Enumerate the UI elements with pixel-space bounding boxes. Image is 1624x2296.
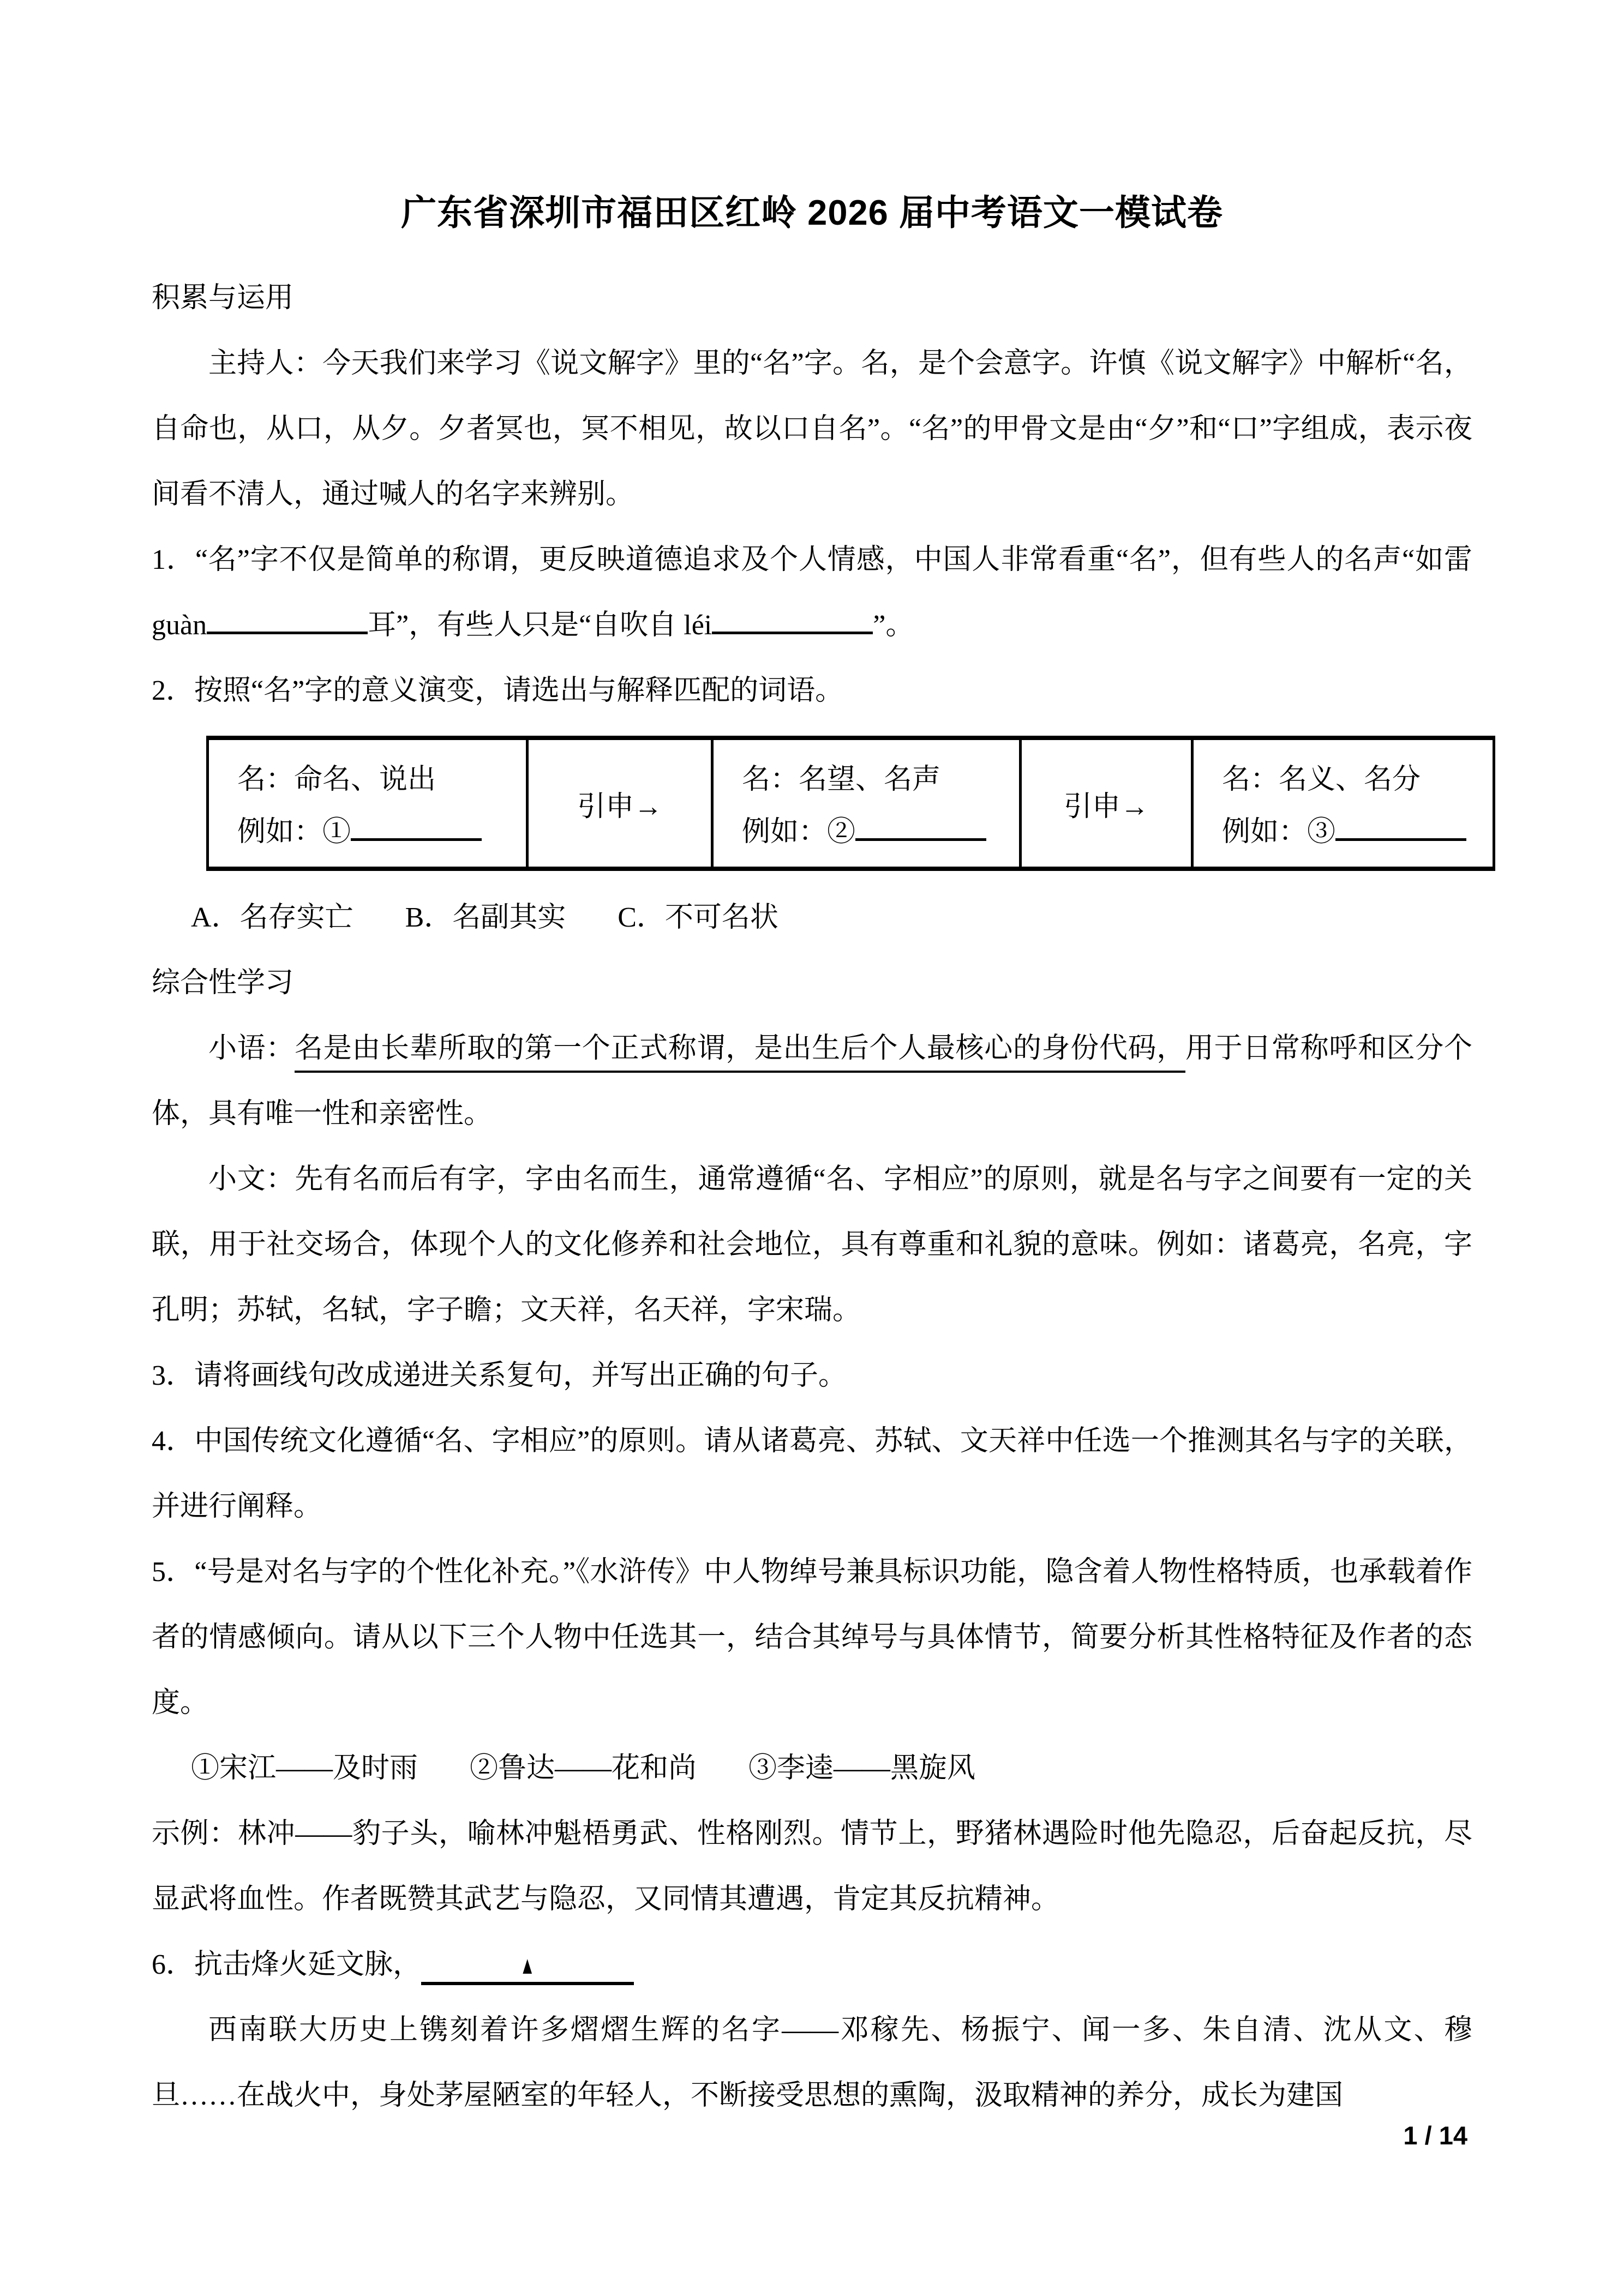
section-heading-accumulation: 积累与运用 <box>152 283 294 314</box>
fill-in-blank-1 <box>351 838 482 841</box>
question-1-text-c: ”。 <box>873 610 914 641</box>
xiaowen-paragraph: 小文：先有名而后有字，字由名而生，通常遵循“名、字相应”的原则，就是名与字之间要有一定的关联，用于社交场合，体现个人的文化修养和社会地位，具有尊重和礼貌的意味。例如：诸葛亮，名亮，字孔明；苏轼，名轼，字子瞻；文天祥，名天祥，字宋瑞。 <box>152 1164 1472 1326</box>
table-cell-meaning-1 <box>209 740 526 867</box>
option-a: A．名存实亡 <box>191 902 353 933</box>
extension-arrow-label: 引申→ <box>1063 791 1149 822</box>
page-number: 1 / 14 <box>1403 2121 1467 2150</box>
answer-blank-with-triangle <box>421 1949 634 1985</box>
meaning-2-definition: 名：名望、名声 <box>742 764 941 795</box>
question-3: 3．请将画线句改成递进关系复句，并写出正确的句子。 <box>152 1360 847 1391</box>
fill-in-blank-2 <box>855 838 986 841</box>
question-1 <box>152 527 1472 658</box>
meaning-evolution-table <box>206 736 1495 871</box>
xiaoyu-rest: 用于日常称呼和区分个体，具有唯一性和亲密性。 <box>152 1033 1472 1129</box>
character-choice-luda: ②鲁达——花和尚 <box>470 1753 697 1784</box>
extension-arrow-label: 引申→ <box>577 791 663 822</box>
underlined-sentence: 名是由长辈所取的第一个正式称谓，是出生后个人最核心的身份代码， <box>295 1033 1185 1073</box>
section-heading-comprehensive: 综合性学习 <box>152 967 294 999</box>
q2-option-row <box>152 885 1472 951</box>
table-cell-meaning-2 <box>711 740 1019 867</box>
table-cell-meaning-3 <box>1191 740 1493 867</box>
meaning-2-example: 例如：② <box>742 815 1008 849</box>
xiaoyu-speaker: 小语： <box>208 1033 295 1064</box>
host-intro-paragraph: 主持人：今天我们来学习《说文解字》里的“名”字。名，是个会意字。许慎《说文解字》中解析“名，自命也，从口，从夕。夕者冥也，冥不相见，故以口自名”。“名”的甲骨文是由“夕”和“口”字组成，表示夜间看不清人，通过喊人的名字来辨别。 <box>152 348 1472 510</box>
table-cell-arrow-2 <box>1019 740 1191 867</box>
fill-in-blank-lei <box>712 632 873 634</box>
character-choice-likui: ③李逵——黑旋风 <box>748 1753 976 1784</box>
closing-paragraph: 西南联大历史上镌刻着许多熠熠生辉的名字——邓稼先、杨振宁、闻一多、朱自清、沈从文、穆旦……在战火中，身处茅屋陋室的年轻人，不断接受思想的熏陶，汲取精神的养分，成长为建国 <box>152 2015 1472 2111</box>
character-choice-songjiang: ①宋江——及时雨 <box>191 1753 418 1784</box>
fill-in-blank-3 <box>1335 838 1466 841</box>
q5-example-paragraph: 示例：林冲——豹子头，喻林冲魁梧勇武、性格刚烈。情节上，野猪林遇险时他先隐忍，后奋起反抗，尽显武将血性。作者既赞其武艺与隐忍，又同情其遭遇，肯定其反抗精神。 <box>152 1818 1472 1915</box>
option-c: C．不可名状 <box>618 902 778 933</box>
meaning-3-definition: 名：名义、名分 <box>1222 764 1421 795</box>
triangle-placeholder-icon: ▲ <box>519 1951 536 1979</box>
question-1-text-a: 1．“名”字不仅是简单的称谓，更反映道德追求及个人情感，中国人非常看重“名”，但有些人的名声“如雷 guàn <box>152 544 1472 641</box>
meaning-3-example: 例如：③ <box>1222 815 1482 849</box>
question-5: 5．“号是对名与字的个性化补充。”《水浒传》中人物绰号兼具标识功能，隐含着人物性格特质，也承载着作者的情感倾向。请从以下三个人物中任选其一，结合其绰号与具体情节，简要分析其性格特征及作者的态度。 <box>152 1556 1472 1718</box>
table-cell-arrow-1 <box>526 740 711 867</box>
question-4: 4．中国传统文化遵循“名、字相应”的原则。请从诸葛亮、苏轼、文天祥中任选一个推测其名与字的关联，并进行阐释。 <box>152 1426 1472 1522</box>
xiaoyu-paragraph <box>152 1016 1472 1147</box>
q5-character-row <box>152 1736 1472 1801</box>
question-1-text-b: 耳”，有些人只是“自吹自 léi <box>368 610 712 641</box>
meaning-1-definition: 名：命名、说出 <box>237 764 436 795</box>
question-6 <box>152 1932 1472 1998</box>
question-6-text: 6．抗击烽火延文脉， <box>152 1949 422 1980</box>
page-title: 广东省深圳市福田区红岭 2026 届中考语文一模试卷 <box>401 193 1223 232</box>
option-b: B．名副其实 <box>405 902 566 933</box>
meaning-1-example: 例如：① <box>237 815 515 849</box>
question-2: 2．按照“名”字的意义演变，请选出与解释匹配的词语。 <box>152 675 844 706</box>
fill-in-blank-guan <box>207 632 368 634</box>
